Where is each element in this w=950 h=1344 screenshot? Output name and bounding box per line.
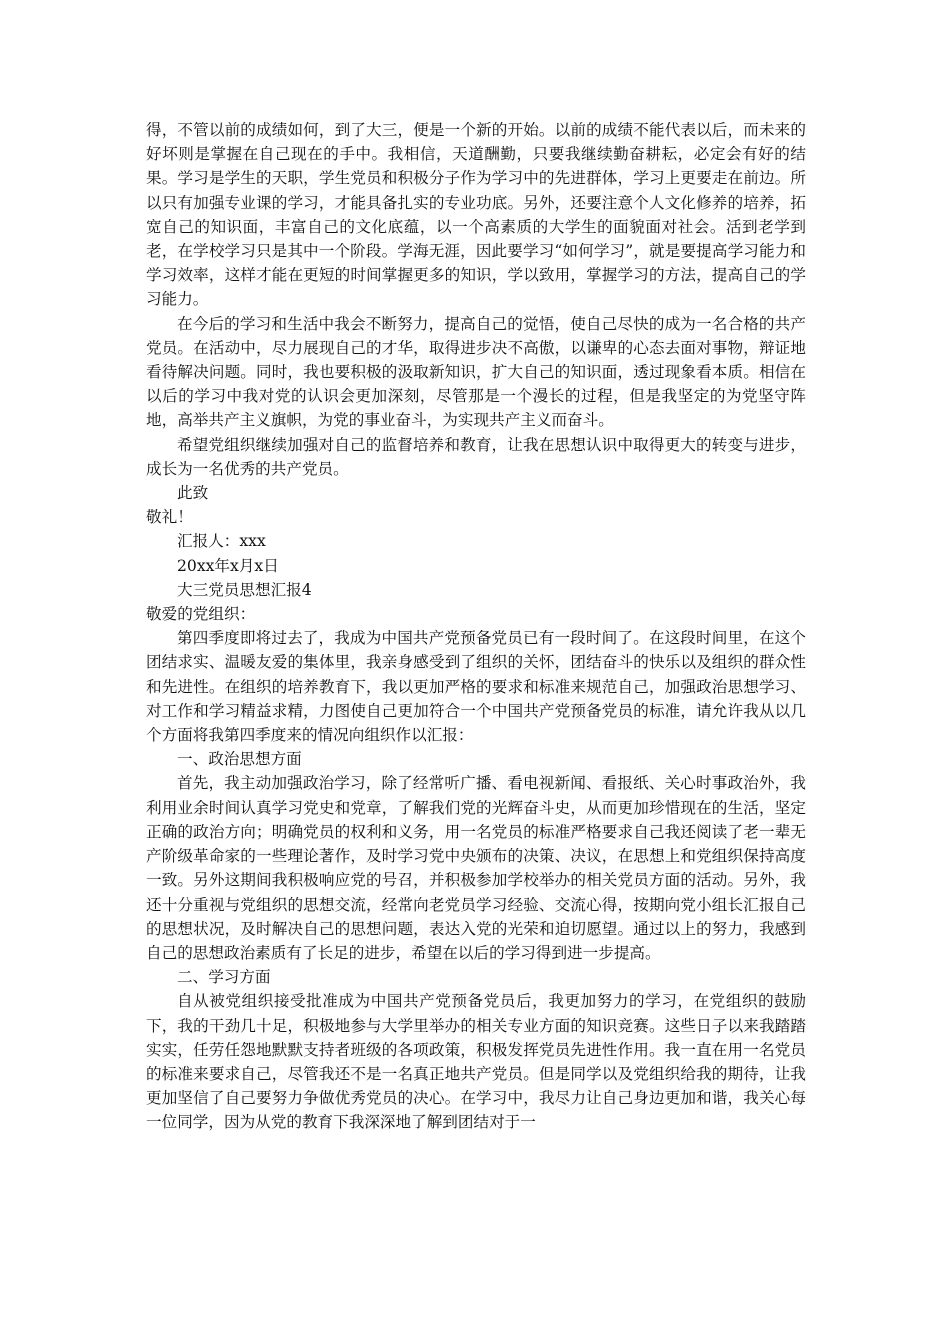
body-paragraph: 自从被党组织接受批准成为中国共产党预备党员后，我更加努力的学习，在党组织的鼓励下，我的干劲几十足，积极地参与大学里举办的相关专业方面的知识竞赛。这些日子以来我踏踏实实，任劳任怨地默默支持者班级的各项政策，积极发挥党员先进性作用。我一直在用一名党员的标准来要求自己，尽管我还不是一名真正地共产党员。但是同学以及党组织给我的期待，让我更加坚信了自己要努力争做优秀党员的决心。在学习中，我尽力让自己身边更加和谐，我关心每一位同学，因为从党的教育下我深深地了解到团结对于一 xyxy=(146,992,806,1132)
body-paragraph: 第四季度即将过去了，我成为中国共产党预备党员已有一段时间了。在这段时间里，在这个团结求实、温暖友爱的集体里，我亲身感受到了组织的关怀，团结奋斗的快乐以及组织的群众性和先进性。在组织的培养教育下，我以更加严格的要求和标准来规范自己，加强政治思想学习、对工作和学习精益求精，力图使自己更加符合一个中国共产党预备党员的标准，请允许我从以几个方面将我第四季度来的情况向组织作以汇报： xyxy=(146,629,806,745)
closing-respect: 敬礼！ xyxy=(146,508,193,527)
report-title: 大三党员思想汇报4 xyxy=(177,580,312,599)
closing-salutation: 此致 xyxy=(177,484,209,503)
section-heading-study: 二、学习方面 xyxy=(177,968,271,987)
body-paragraph: 在今后的学习和生活中我会不断努力，提高自己的觉悟，使自己尽快的成为一名合格的共产党员。在活动中，尽力展现自己的才华，取得进步决不高傲，以谦卑的心态去面对事物，辩证地看待解决问题。同时，我也要积极的汲取新知识，扩大自己的知识面，透过现象看本质。相信在以后的学习中我对党的认识会更加深刻，尽管那是一个漫长的过程，但是我坚定的为党坚守阵地，高举共产主义旗帜，为党的事业奋斗，为实现共产主义而奋斗。 xyxy=(146,314,806,430)
body-paragraph: 首先，我主动加强政治学习，除了经常听广播、看电视新闻、看报纸、关心时事政治外，我利用业余时间认真学习党史和党章，了解我们党的光辉奋斗史，从而更加珍惜现在的生活，坚定正确的政治方向；明确党员的权利和义务，用一名党员的标准严格要求自己我还阅读了老一辈无产阶级革命家的一些理论著作，及时学习党中央颁布的决策、决议，在思想上和党组织保持高度一致。另外这期间我积极响应党的号召，并积极参加学校举办的相关党员方面的活动。另外，我还十分重视与党组织的思想交流，经常向老党员学习经验、交流心得，按期向党小组长汇报自己的思想状况，及时解决自己的思想问题，表达入党的光荣和迫切愿望。通过以上的努力，我感到自己的思想政治素质有了长足的进步，希望在以后的学习得到进一步提高。 xyxy=(146,774,806,962)
document-page xyxy=(146,118,806,1135)
greeting: 敬爱的党组织： xyxy=(146,605,256,624)
report-date: 20xx年x月x日 xyxy=(177,556,279,575)
body-paragraph-continued: 得，不管以前的成绩如何，到了大三，便是一个新的开始。以前的成绩不能代表以后，而未来的好坏则是掌握在自己现在的手中。我相信，天道酬勤，只要我继续勤奋耕耘，必定会有好的结果。学习是学生的天职，学生党员和积极分子作为学习中的先进群体，学习上更要走在前边。所以只有加强专业课的学习，才能具备扎实的专业功底。另外，还要注意个人文化修养的培养，拓宽自己的知识面，丰富自己的文化底蕴，以一个高素质的大学生的面貌面对社会。活到老学到老，在学校学习只是其中一个阶段。学海无涯，因此要学习“如何学习”，就是要提高学习能力和学习效率，这样才能在更短的时间掌握更多的知识，学以致用，掌握学习的方法，提高自己的学习能力。 xyxy=(146,121,806,309)
reporter-name: 汇报人：xxx xyxy=(177,532,266,551)
section-heading-politics: 一、政治思想方面 xyxy=(177,750,302,769)
body-paragraph: 希望党组织继续加强对自己的监督培养和教育，让我在思想认识中取得更大的转变与进步，成长为一名优秀的共产党员。 xyxy=(146,435,806,478)
